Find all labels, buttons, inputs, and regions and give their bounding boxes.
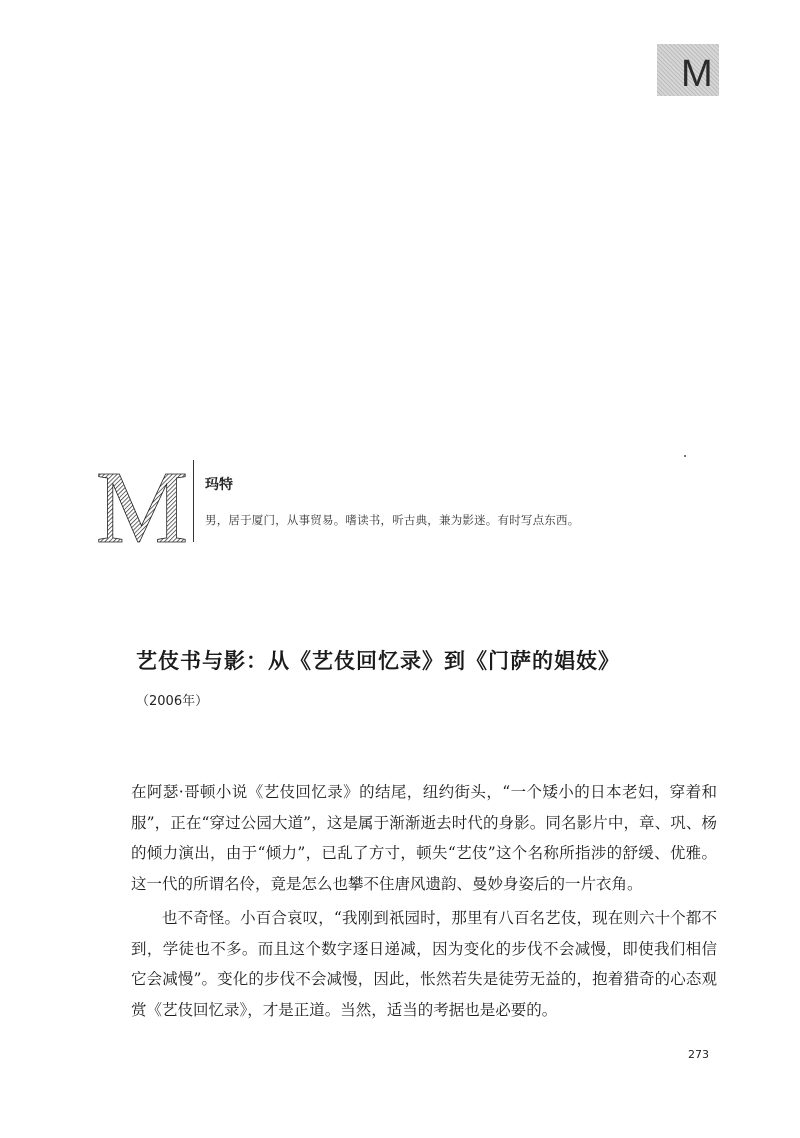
article-title: 艺伎书与影：从《艺伎回忆录》到《门萨的娼妓》 — [136, 648, 620, 673]
author-initial-ornament — [95, 462, 190, 550]
article-year: （2006年） — [136, 694, 209, 709]
body-paragraph-2: 也不奇怪。小百合哀叹，“我刚到祇园时，那里有八百名艺伎，现在则六十个都不到，学徒也不多。而且这个数字逐日递减，因为变化的步伐不会减慢，即使我们相信它会减慢”。变化的步伐不会减慢，因此，怅然若失是徒劳无益的，抱着猎奇的心态观赏《艺伎回忆录》，才是正道。当然，适当的考据也是必要的。 — [131, 909, 717, 1019]
article-body — [131, 777, 717, 1025]
author-initial-letter: M — [95, 462, 189, 550]
section-letter: M — [681, 53, 713, 95]
section-letter-tab — [657, 44, 719, 96]
page-number: 273 — [688, 1048, 709, 1061]
body-paragraph-1: 在阿瑟·哥顿小说《艺伎回忆录》的结尾，纽约街头，“一个矮小的日本老妇，穿着和服”，正在“穿过公园大道”，这是属于渐渐逝去时代的身影。同名影片中，章、巩、杨的倾力演出，由于“倾力”，已乱了方寸，顿失“艺伎”这个名称所指涉的舒缓、优雅。这一代的所谓名伶，竟是怎么也攀不住唐风遗韵、曼妙身姿后的一片衣角。 — [131, 783, 717, 893]
author-bio: 男，居于厦门，从事贸易。嗜读书，听古典，兼为影迷。有时写点东西。 — [205, 513, 580, 527]
author-divider — [193, 460, 194, 542]
print-speck — [684, 455, 686, 457]
author-name: 玛特 — [205, 477, 233, 493]
